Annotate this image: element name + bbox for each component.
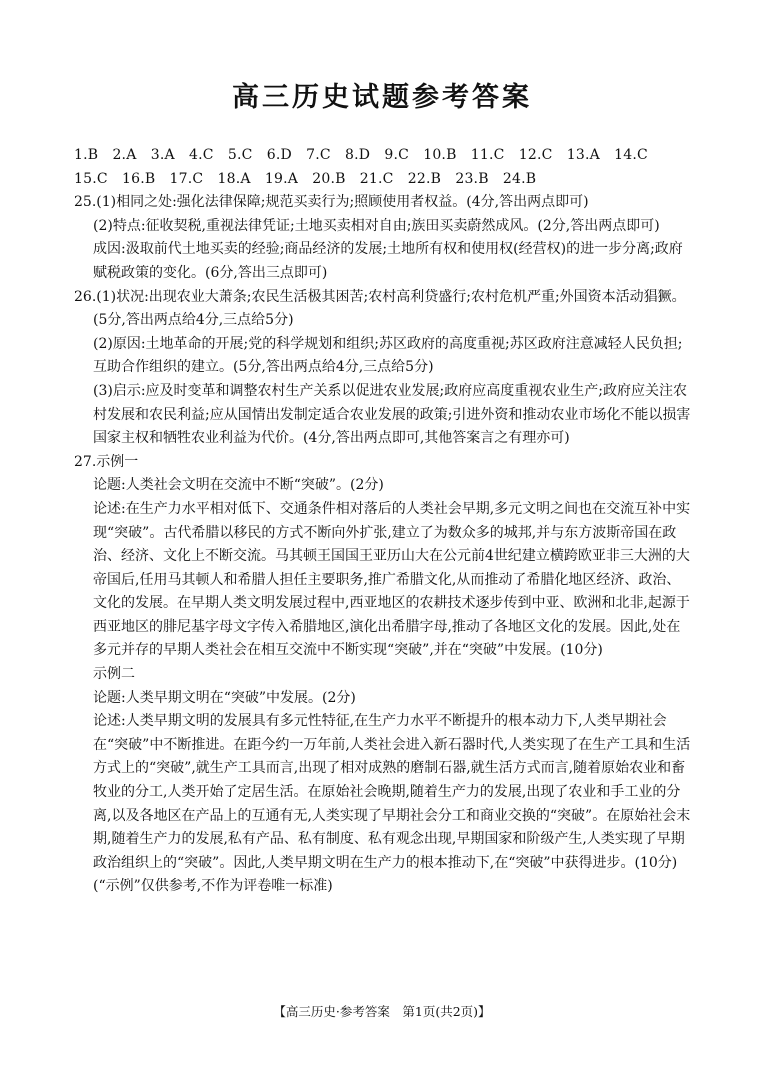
q27-example1-argument: 论述:在生产力水平相对低下、交通条件相对落后的人类社会早期,多元文明之间也在交流互补中实现“突破”。古代希腊以移民的方式不断向外扩张,建立了为数众多的城邦,并与东方波斯帝国在政治、经济、文化上不断交流。马其顿王国国王亚历山大在公元前4世纪建立横跨欧亚非三大洲的大帝国后,任用马其顿人和希腊人担任主要职务,推广希腊文化,从而推动了希腊化地区经济、政治、文化的发展。在早期人类文明发展过程中,西亚地区的农耕技术逐步传到中亚、欧洲和北非,起源于西亚地区的腓尼基字母文字传入希腊地区,演化出希腊字母,推动了各地区文化的发展。因此,处在多元并存的早期人类社会在相互交流中不断实现“突破”,并在“突破”中发展。(10分) [93, 500, 691, 659]
q25-part3: 成因:汲取前代土地买卖的经验;商品经济的发展;土地所有权和使用权(经营权)的进一步分离;政府赋税政策的变化。(6分,答出三点即可) [93, 241, 683, 281]
q26-part2: (2)原因:土地革命的开展;党的科学规划和组织;苏区政府的高度重视;苏区政府注意减轻人民负担;互助合作组织的建立。(5分,答出两点给4分,三点给5分) [93, 335, 683, 376]
q26-part1: 26.(1)状况:出现农业大萧条;农民生活极其困苦;农村高利贷盛行;农村危机严重;外国资本活动猖獗。(5分,答出两点给4分,三点给5分) [74, 288, 686, 329]
q27-example2-argument: 论述:人类早期文明的发展具有多元性特征,在生产力水平不断提升的根本动力下,人类早期社会在“突破”中不断推进。在距今约一万年前,人类社会进入新石器时代,人类实现了在生产工具和生活方式上的“突破”,就生产工具而言,出现了相对成熟的磨制石器,就生活方式而言,随着原始农业和畜牧业的分工,人类开始了定居生活。在原始社会晚期,随着生产力的发展,出现了农业和手工业的分离,以及各地区在产品上的互通有无,人类实现了早期社会分工和商业交换的“突破”。在原始社会末期,随着生产力的发展,私有产品、私有制度、私有观念出现,早期国家和阶级产生,人类实现了早期政治组织上的“突破”。因此,人类早期文明在生产力的根本推动下,在“突破”中获得进步。(10分) [93, 713, 691, 871]
page-title: 高三历史试题参考答案 [232, 82, 532, 113]
q27-header: 27.示例一 [74, 453, 139, 470]
q27-example2-header: 示例二 [93, 666, 135, 683]
q27-note: (“示例”仅供参考,不作为评卷唯一标准) [93, 878, 333, 895]
answer-content [74, 144, 694, 899]
q25-part1: 25.(1)相同之处:强化法律保障;规范买卖行为;照顾使用者权益。(4分,答出两点即可) [74, 194, 589, 211]
question-26 [74, 286, 694, 451]
question-27 [74, 451, 694, 899]
q25-part2: (2)特点:征收契税,重视法律凭证;土地买卖相对自由;族田买卖蔚然成风。(2分,答出两点即可) [93, 217, 660, 234]
answer-line: 15.C 16.B 17.C 18.A 19.A 20.B 21.C 22.B 23.B 24.B [74, 170, 537, 187]
q27-example1-thesis: 论题:人类社会文明在交流中不断“突破”。(2分) [93, 477, 384, 494]
q26-part3: (3)启示:应及时变革和调整农村生产关系以促进农业发展;政府应高度重视农业生产;政府应关注农村发展和农民利益;应从国情出发制定适合农业发展的政策;引进外资和推动农业市场化不能以损害国家主权和牺牲农业利益为代价。(4分,答出两点即可,其他答案言之有理亦可) [93, 382, 691, 447]
question-25 [74, 191, 694, 285]
q27-example2-thesis: 论题:人类早期文明在“突破”中发展。(2分) [93, 689, 356, 706]
answer-line: 1.B 2.A 3.A 4.C 5.C 6.D 7.C 8.D 9.C 10.B 11.C 12.C 13.A 14.C [74, 147, 648, 163]
multiple-choice-answers [74, 144, 694, 191]
page-footer: 【高三历史·参考答案 第1页(共2页)】 [273, 1004, 491, 1019]
